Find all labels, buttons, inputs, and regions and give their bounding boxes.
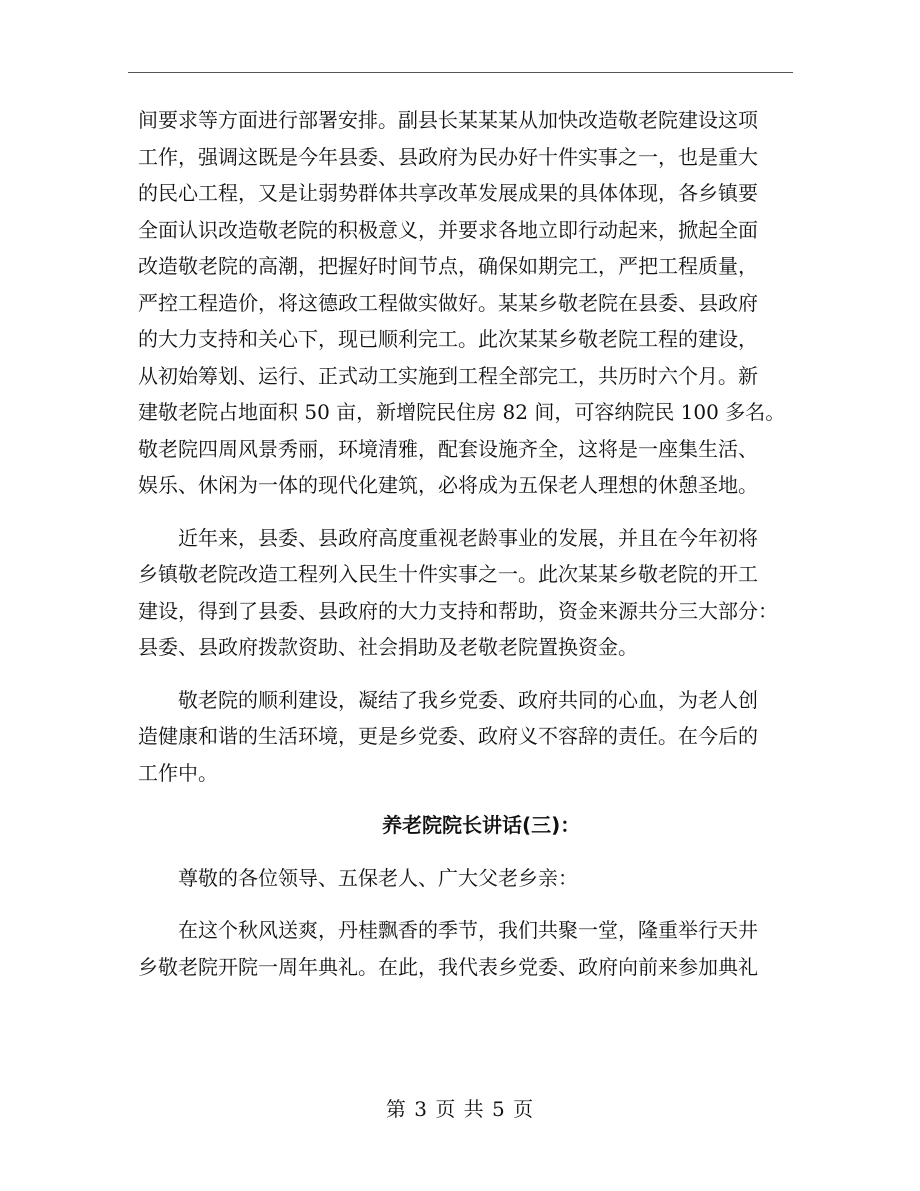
document-body <box>138 102 798 985</box>
header-rule <box>128 72 793 73</box>
paragraph-1 <box>138 102 798 504</box>
text-line: 工作中。 <box>138 760 218 785</box>
paragraph-4 <box>138 912 798 985</box>
text-line: 的大力支持和关心下，现已顺利完工。此次某某乡敬老院工程的建设， <box>138 327 758 351</box>
section-heading: 养老院院长讲话(三)： <box>382 813 581 837</box>
text-line: 敬老院的顺利建设，凝结了我乡党委、政府共同的心血，为老人创 <box>138 687 758 712</box>
paragraph-gap <box>138 504 798 520</box>
text-line: 尊敬的各位领导、五保老人、广大父老乡亲： <box>138 865 578 890</box>
paragraph-gap <box>138 844 798 860</box>
text-line: 严控工程造价，将这德政工程做实做好。某某乡敬老院在县委、县政府 <box>138 290 758 315</box>
text-line: 敬老院四周风景秀丽，环境清雅，配套设施齐全，这将是一座集生活、 <box>138 436 758 461</box>
paragraph-3 <box>138 682 798 792</box>
text-line: 在这个秋风送爽，丹桂飘香的季节，我们共聚一堂，隆重举行天井 <box>138 918 758 942</box>
salutation <box>138 860 798 897</box>
text-line: 娱乐、休闲为一体的现代化建筑，必将成为五保老人理想的休憩圣地。 <box>138 473 758 497</box>
paragraph-gap <box>138 791 798 807</box>
text-line: 工作，强调这既是今年县委、县政府为民办好十件实事之一，也是重大 <box>138 144 758 169</box>
text-line: 全面认识改造敬老院的积极意义，并要求各地立即行动起来，掀起全面 <box>138 217 758 242</box>
text-line: 建设，得到了县委、县政府的大力支持和帮助，资金来源共分三大部分： <box>138 598 778 623</box>
paragraph-gap <box>138 666 798 682</box>
text-line: 近年来，县委、县政府高度重视老龄事业的发展，并且在今年初将 <box>138 525 758 550</box>
paragraph-2 <box>138 520 798 666</box>
text-line: 造健康和谐的生活环境，更是乡党委、政府义不容辞的责任。在今后的 <box>138 724 758 748</box>
text-line: 乡敬老院开院一周年典礼。在此，我代表乡党委、政府向前来参加典礼 <box>138 954 758 979</box>
text-line: 建敬老院占地面积 50 亩，新增院民住房 82 间，可容纳院民 100 多名。 <box>138 400 786 424</box>
text-line: 县委、县政府拨款资助、社会捐助及老敬老院置换资金。 <box>138 635 638 659</box>
text-line: 改造敬老院的高潮，把握好时间节点，确保如期完工，严把工程质量， <box>138 254 758 278</box>
text-line: 乡镇敬老院改造工程列入民生十件实事之一。此次某某乡敬老院的开工 <box>138 562 758 586</box>
text-line: 的民心工程，又是让弱势群体共享改革发展成果的具体体现，各乡镇要 <box>138 181 758 205</box>
text-line: 从初始筹划、运行、正式动工实施到工程全部完工，共历时六个月。新 <box>138 363 758 388</box>
page-footer: 第 3 页 共 5 页 <box>385 1097 535 1121</box>
paragraph-gap <box>138 896 798 912</box>
text-line: 间要求等方面进行部署安排。副县长某某某从加快改造敬老院建设这项 <box>138 108 758 132</box>
